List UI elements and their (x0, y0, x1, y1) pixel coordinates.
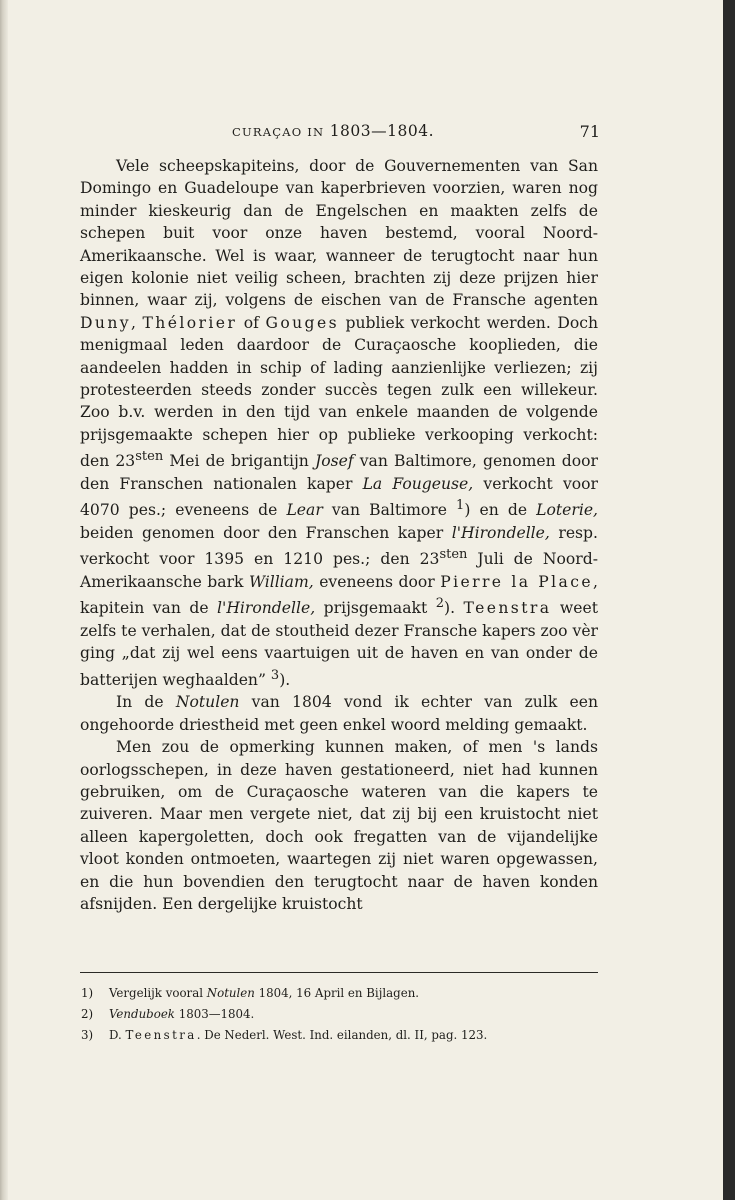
ship-name: l'Hirondelle, (217, 599, 316, 618)
scan-border-right (723, 0, 735, 1200)
ship-name: l'Hirondelle, (451, 523, 550, 542)
paragraph-1: Vele scheepskapiteins, door de Gouvernementen van San Domingo en Guadeloupe van kaperbrieven voorzien, waren nog minder kieskeurig dan de Engelschen en maakten zelfs de schepen buit voor onze haven bestemd, vooral Noord-Amerikaansche. Wel is waar, wanneer de terugtocht naar hun eigen kolonie niet veilig scheen, brachten zij deze prijzen hier binnen, waar zij, volgens de eischen van de Fransche agenten Duny, Thélorier of Gouges publiek verkocht werden. Doch menigmaal leden daardoor de Curaçaosche kooplieden, die aandeelen hadden in schip of lading aanzienlijke verliezen; zij protesteerden steeds zonder succès tegen zulk een willekeur. Zoo b.v. werden in den tijd van enkele maanden de volgende prijsgemaakte schepen hier op publieke verkooping verkocht: den $23^{sten}$ Mei de brigantijn Josef van Baltimore, genomen door den Franschen nationalen kaper La Fougeuse, verkocht voor 4070 pes.; eveneens de Lear van Baltimore $^1$) en de Loterie, beiden genomen door den Franschen kaper l'Hirondelle, resp. verkocht voor 1395 en 1210 pes.; den $23^{sten}$ Juli de Noord-Amerikaansche bark William, eveneens door Pierre la Place, kapitein van de l'Hirondelle, prijsgemaakt $^2$). Teenstra weet zelfs te verhalen, dat de stoutheid dezer Fransche kapers zoo vèr ging „dat zij wel eens vaartuigen uit de haven en van onder de batterijen weghaalden” $^3$). (80, 157, 599, 689)
paragraph-3: Men zou de opmerking kunnen maken, of men 's lands oorlogsschepen, in deze haven gestationeerd, niet had kunnen gebruiken, om de Curaçaosche wateren van die kapers te zuiveren. Maar men vergete niet, dat zij bij een kruistocht niet alleen kapergoletten, doch ook fregatten van de vijandelijke vloot konden ontmoeten, waartegen zij niet waren opgewassen, en die hun bovendien den terugtocht naar de haven konden afsnijden. Een dergelijke kruistocht (80, 738, 598, 913)
ship-name: William, (248, 572, 314, 591)
footnotes (81, 983, 595, 1046)
footnote-ref: 1 (456, 498, 465, 514)
ship-name: Lear (286, 501, 323, 520)
page-number: 71 (579, 122, 600, 141)
ship-name: Josef (314, 452, 354, 471)
footnote-number: 3) (81, 1028, 94, 1042)
ordinal-suffix: sten (135, 449, 164, 465)
ship-name: Loterie, (536, 501, 599, 520)
footnote-ref: 3 (270, 667, 280, 683)
person-name: Duny (80, 313, 131, 332)
book-gutter-edge (0, 0, 8, 1200)
footnote-2: 2) Venduboek 1803—1804. (115, 1004, 595, 1025)
running-head-title: CURAÇAO IN 1803—1804. (232, 122, 435, 140)
paragraph-2: In de Notulen van 1804 vond ik echter van zulk een ongehoorde driestheid met geen enkel woord melding gemaakt. (80, 693, 599, 734)
person-name: Pierre la Place (440, 572, 594, 591)
footnote-3: 3) D. Teenstra. De Nederl. West. Ind. eilanden, dl. II, pag. 123. (115, 1025, 595, 1046)
source-title: Notulen (175, 693, 240, 712)
body-text (80, 155, 598, 915)
ship-name: La Fougeuse, (362, 474, 474, 493)
footnote-number: 1) (81, 986, 94, 1000)
footnote-rule (80, 972, 598, 973)
person-name: Teenstra (125, 1028, 197, 1042)
running-head (72, 122, 600, 142)
footnote-number: 2) (81, 1007, 94, 1021)
person-name: Thélorier (142, 313, 238, 332)
footnote-ref: 2 (435, 596, 444, 612)
footnote-1: 1) Vergelijk vooral Notulen 1804, 16 April en Bijlagen. (115, 983, 595, 1004)
ordinal-suffix: sten (439, 547, 468, 563)
person-name: Gouges (265, 313, 339, 332)
person-name: Teenstra (463, 599, 552, 618)
